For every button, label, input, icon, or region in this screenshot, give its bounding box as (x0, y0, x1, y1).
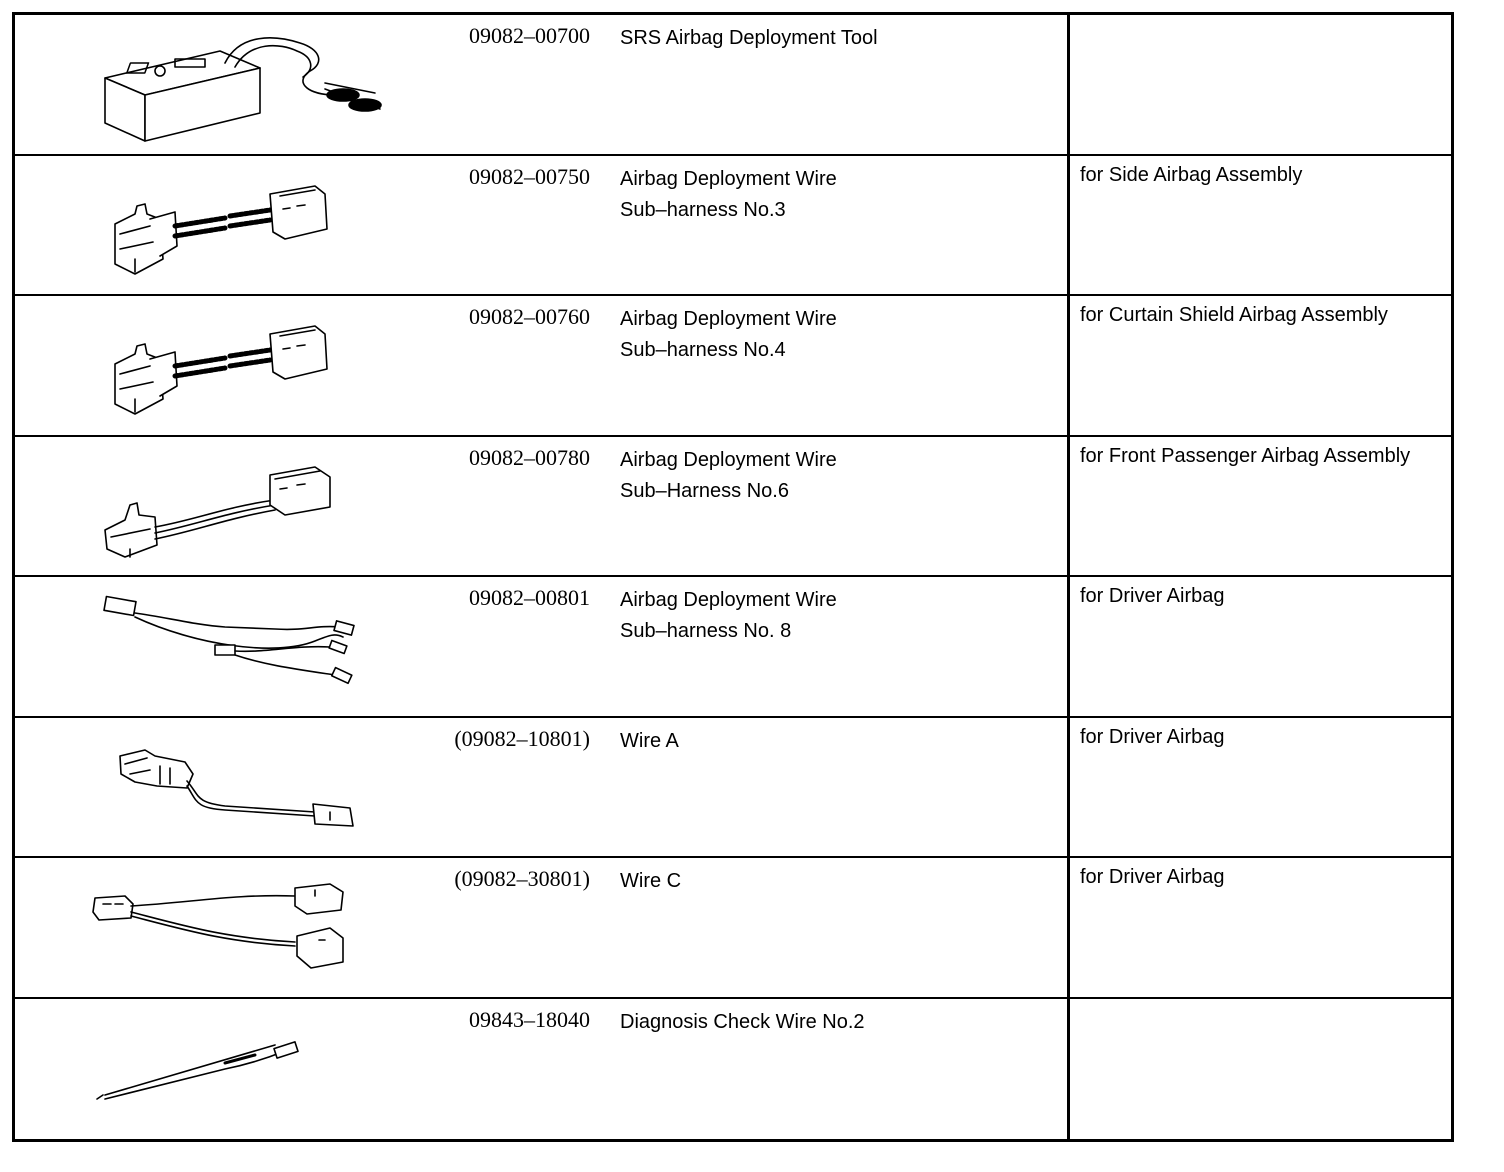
wire-c-illustration (75, 866, 415, 990)
tool-description (620, 304, 1060, 366)
application-note: for Front Passenger Airbag Assembly (1080, 444, 1411, 467)
sub-harness-illustration (75, 304, 415, 428)
tool-description (620, 726, 1060, 757)
application-note: for Curtain Shield Airbag Assembly (1080, 304, 1388, 326)
part-number: 09082–00780 (469, 444, 590, 470)
tool-description (620, 23, 1060, 54)
table-row (15, 718, 1451, 859)
description-line-1: Diagnosis Check Wire No.2 (620, 1010, 865, 1033)
tool-description (620, 445, 1060, 507)
application-note: for Driver Airbag (1080, 866, 1225, 888)
description-line-2: Sub–harness No.3 (620, 198, 786, 221)
application-note: for Driver Airbag (1080, 725, 1225, 748)
part-number: (09082–30801) (454, 866, 590, 891)
description-line-1: Wire A (620, 729, 679, 752)
check-wire-illustration (75, 1007, 415, 1131)
part-number: 09082–00801 (469, 585, 590, 610)
sub-harness-illustration (75, 164, 415, 288)
tool-description (620, 585, 1060, 647)
application-note: for Driver Airbag (1080, 585, 1225, 607)
part-number: 09082–00760 (469, 304, 590, 329)
tool-cell (15, 718, 1070, 857)
tool-cell (15, 999, 1070, 1140)
tool-cell (15, 156, 1070, 295)
table-row (15, 577, 1451, 718)
part-number: 09082–00750 (469, 163, 590, 189)
tool-description (620, 1007, 1060, 1038)
description-line-2: Sub–harness No.4 (620, 339, 786, 361)
table-row (15, 15, 1451, 156)
table-row (15, 437, 1451, 578)
application-note (1070, 15, 1451, 154)
special-service-tools-table (12, 12, 1454, 1142)
table-row (15, 858, 1451, 999)
tool-cell (15, 577, 1070, 716)
description-line-1: Airbag Deployment Wire (620, 308, 837, 330)
table-row (15, 999, 1451, 1140)
description-line-1: Wire C (620, 870, 682, 892)
tool-description (620, 164, 1060, 226)
table-row (15, 296, 1451, 437)
description-line-1: Airbag Deployment Wire (620, 448, 837, 471)
description-line-1: SRS Airbag Deployment Tool (620, 27, 878, 49)
tool-cell (15, 296, 1070, 435)
description-line-1: Airbag Deployment Wire (620, 167, 837, 190)
part-number: 09843–18040 (469, 1006, 590, 1032)
part-number: 09082–00700 (469, 23, 590, 48)
sub-harness-illustration (75, 445, 415, 569)
table-row (15, 156, 1451, 297)
wire-a-illustration (75, 726, 415, 850)
deployment-tool-illustration (75, 23, 415, 147)
application-note: for Side Airbag Assembly (1080, 163, 1303, 186)
wire-harness-illustration (75, 585, 415, 709)
tool-cell (15, 858, 1070, 997)
description-line-2: Sub–harness No. 8 (620, 620, 792, 642)
tool-cell (15, 15, 1070, 154)
description-line-1: Airbag Deployment Wire (620, 589, 837, 611)
description-line-2: Sub–Harness No.6 (620, 479, 789, 502)
tool-description (620, 866, 1060, 897)
tool-cell (15, 437, 1070, 576)
application-note (1070, 999, 1451, 1140)
part-number: (09082–10801) (454, 725, 590, 751)
